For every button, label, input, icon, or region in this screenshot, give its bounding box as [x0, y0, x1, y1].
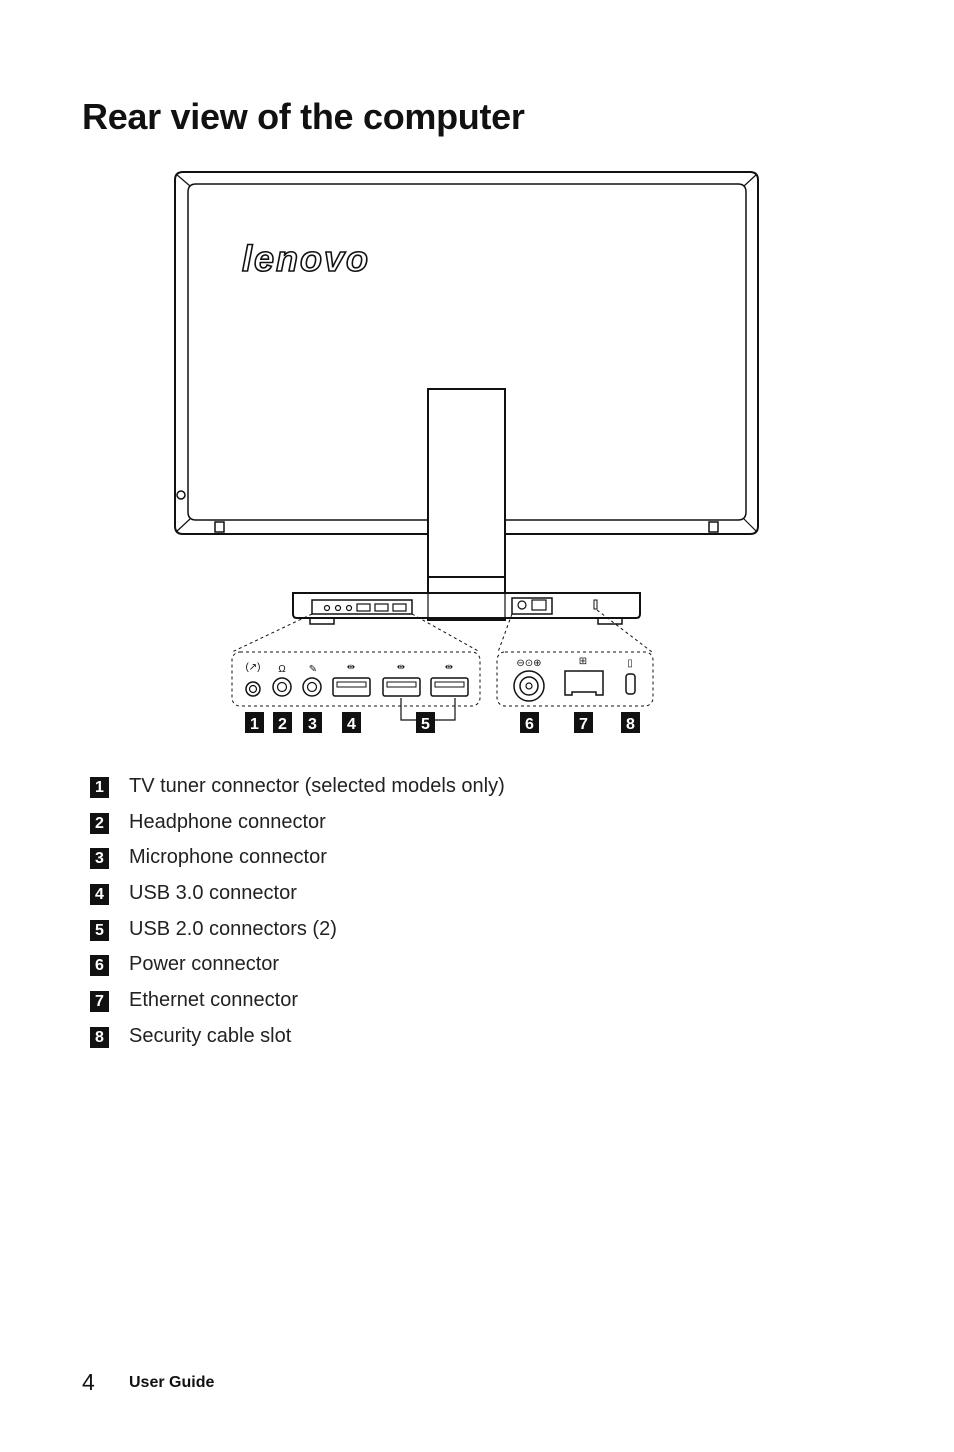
svg-text:8: 8 — [626, 716, 635, 733]
legend-text: Headphone connector — [129, 810, 326, 833]
list-item — [90, 950, 690, 986]
list-item — [90, 986, 690, 1022]
legend-number: 5 — [90, 920, 109, 941]
callout-5 — [416, 712, 435, 733]
legend-number: 3 — [90, 848, 109, 869]
headphone-icon: Ω — [278, 664, 286, 675]
list-item — [90, 843, 690, 879]
power-icon: ⊖⊙⊕ — [516, 658, 542, 669]
callout-2 — [273, 712, 292, 733]
callout-7 — [574, 712, 593, 733]
list-item — [90, 808, 690, 844]
svg-text:3: 3 — [308, 716, 317, 733]
callout-6 — [520, 712, 539, 733]
legend-text: TV tuner connector (selected models only) — [129, 775, 505, 797]
svg-text:5: 5 — [421, 716, 430, 733]
footer-label: User Guide — [129, 1374, 215, 1391]
list-item — [90, 772, 690, 808]
legend-number: 7 — [90, 991, 109, 1012]
svg-text:1: 1 — [250, 716, 259, 733]
lenovo-logo: lenovo — [242, 238, 371, 279]
legend-number: 6 — [90, 955, 109, 976]
lock-icon: ▯ — [627, 658, 633, 669]
microphone-icon: ✎ — [308, 664, 318, 675]
legend-number: 2 — [90, 813, 109, 834]
list-item — [90, 915, 690, 951]
callout-4 — [342, 712, 361, 733]
svg-text:2: 2 — [278, 716, 287, 733]
svg-text:4: 4 — [347, 716, 356, 733]
svg-text:7: 7 — [579, 716, 588, 733]
tv-tuner-icon: (↗) — [245, 662, 261, 673]
ethernet-icon: ⊞ — [578, 656, 588, 667]
callout-8 — [621, 712, 640, 733]
callout-markers — [245, 712, 640, 733]
callout-3 — [303, 712, 322, 733]
page-number: 4 — [82, 1369, 95, 1395]
list-item — [90, 1022, 690, 1058]
legend-number: 4 — [90, 884, 109, 905]
legend-number: 1 — [90, 777, 109, 798]
connector-legend — [90, 772, 690, 1058]
legend-number: 8 — [90, 1027, 109, 1048]
legend-text: Microphone connector — [129, 846, 327, 869]
legend-text: USB 3.0 connector — [129, 882, 297, 905]
legend-text: USB 2.0 connectors (2) — [129, 917, 337, 940]
callout-1 — [245, 712, 264, 733]
legend-text: Security cable slot — [129, 1024, 292, 1047]
usb-icon: ⇹ — [346, 662, 356, 673]
legend-text: Ethernet connector — [129, 989, 298, 1012]
usb-icon: ⇹ — [444, 662, 454, 673]
list-item — [90, 879, 690, 915]
page-title: Rear view of the computer — [82, 96, 525, 137]
legend-text: Power connector — [129, 953, 280, 976]
usb-icon: ⇹ — [396, 662, 406, 673]
svg-text:6: 6 — [525, 716, 534, 733]
